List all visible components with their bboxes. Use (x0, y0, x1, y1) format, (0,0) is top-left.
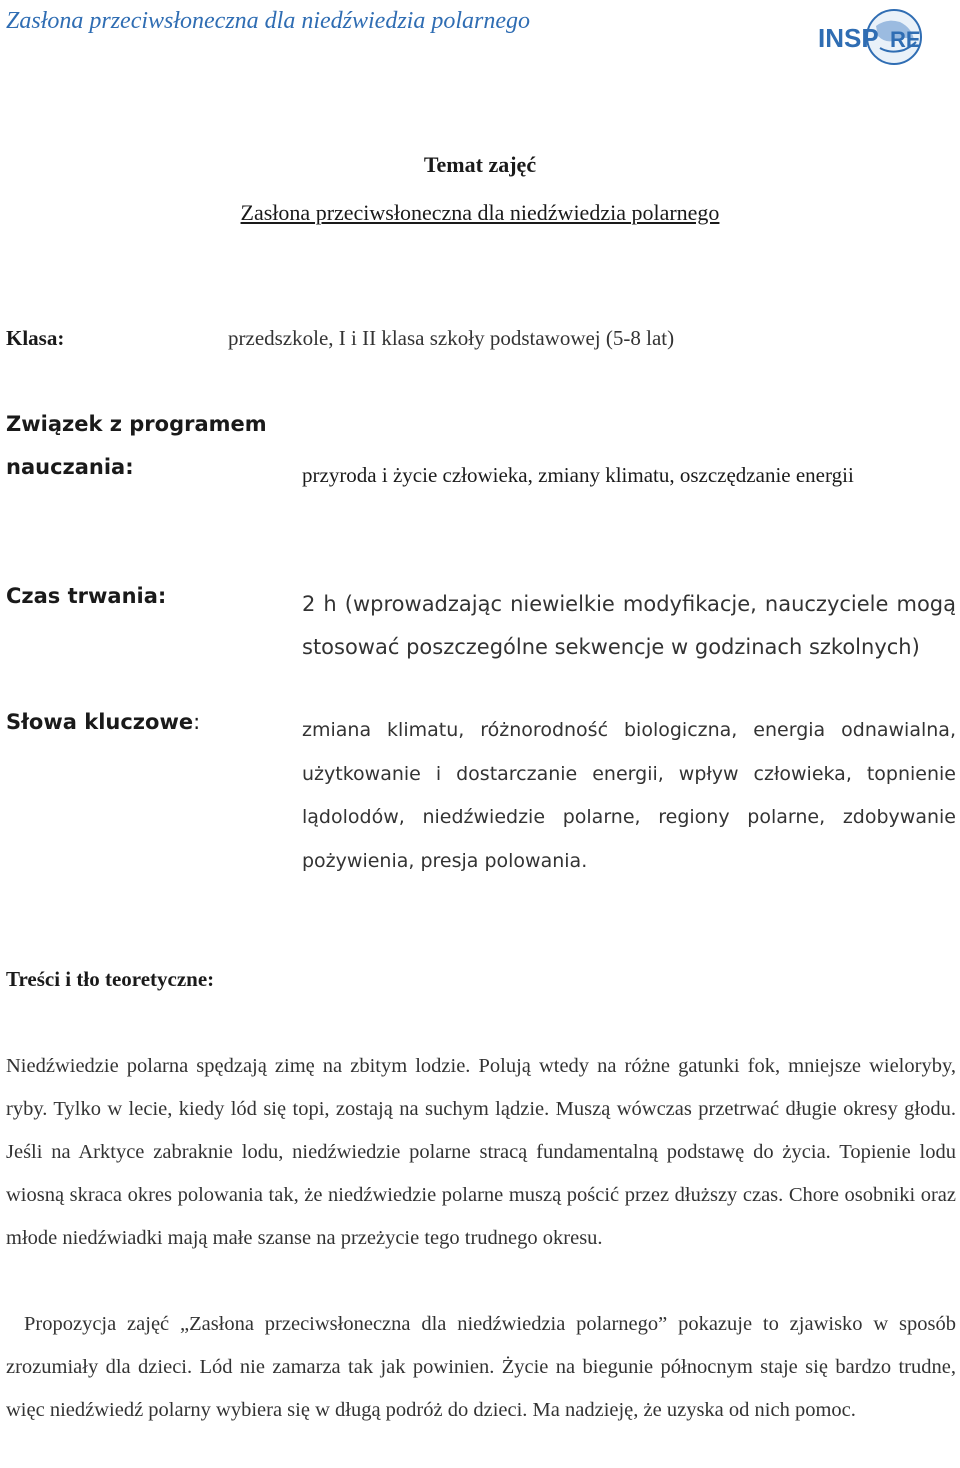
paragraph-2: Propozycja zajęć „Zasłona przeciwsłoneczna dla niedźwiedzia polarnego” pokazuje to zjawisko w sposób zrozumiały dla dzieci. Lód nie zamarza tak jak powinien. Życie na biegunie północnym staje się bardzo trudne, więc niedźwiedź polarny wybiera się w długą podróż do dzieci. Ma nadzieję, że uzyska od nich pomoc. (6, 1313, 956, 1421)
logo-text: INSP (818, 23, 879, 53)
topic-title: Zasłona przeciwsłoneczna dla niedźwiedzia polarnego (240, 200, 720, 225)
czas-value: 2 h (wprowadzając niewielkie modyfikacje, nauczyciele mogą stosować poszczególne sekwencje w godzinach szkolnych) (302, 592, 956, 659)
paragraph-1: Niedźwiedzie polarna spędzają zimę na zbitym lodzie. Polują wtedy na różne gatunki fok, mniejsze wieloryby, ryby. Tylko w lecie, kiedy lód się topi, zostają na suchym lądzie. Muszą wówczas przetrwać długie okresy głodu. Jeśli na Arktyce zabraknie lodu, niedźwiedzie polarne stracą fundamentalną podstawę do życia. Topienie lodu wiosną skraca okres polowania tak, że niedźwiedzie polarne muszą pościć przez dłuższy czas. Chore osobniki oraz młode niedźwiadki mają małe szanse na przeżycie tego trudnego okresu. (6, 1055, 956, 1249)
klasa-label: Klasa: (6, 326, 65, 350)
header-title: Zasłona przeciwsłoneczna dla niedźwiedzia polarnego (6, 8, 530, 34)
zwiazek-value: przyroda i życie człowieka, zmiany klimatu, oszczędzanie energii (302, 463, 854, 487)
zwiazek-label-line2: nauczania: (6, 455, 134, 479)
zwiazek-label-line1: Związek z programem (6, 412, 267, 436)
topic-heading: Temat zajęć (423, 152, 537, 177)
czas-label: Czas trwania: (6, 584, 167, 608)
slowa-value: zmiana klimatu, różnorodność biologiczna, energia odnawialna, użytkowanie i dostarczanie energii, wpływ człowieka, topnienie lądolodów, niedźwiedzie polarne, regiony polarne, zdobywanie pożywienia, presja polowania. (302, 719, 956, 872)
slowa-label (6, 710, 200, 734)
slowa-label-text: Słowa kluczowe (6, 710, 194, 734)
logo-text-end: RE (890, 27, 921, 52)
klasa-value: przedszkole, I i II klasa szkoły podstawowej (5-8 lat) (228, 326, 675, 350)
slowa-label-colon: : (193, 710, 201, 734)
section-heading: Treści i tło teoretyczne: (6, 967, 215, 991)
inspire-logo (816, 6, 928, 68)
